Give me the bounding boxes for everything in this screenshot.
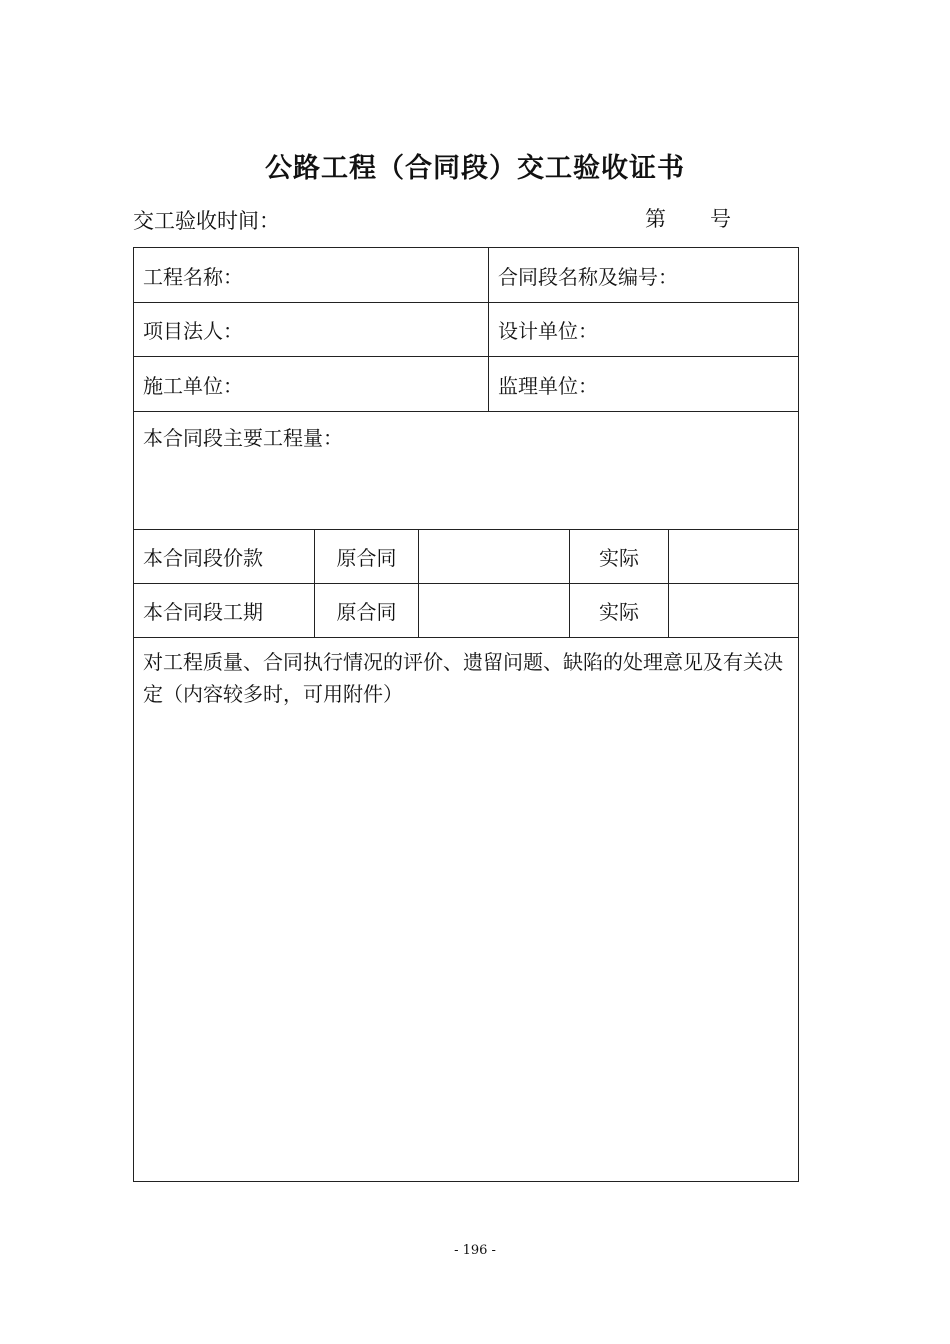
project-legal-person-field[interactable] (134, 303, 488, 356)
supervision-unit-label: 监理单位： (498, 373, 598, 398)
period-actual-value-field[interactable] (668, 584, 800, 637)
form-row-main-quantities (134, 412, 798, 530)
acceptance-form (133, 247, 799, 1182)
period-actual-label-cell (569, 584, 668, 637)
project-name-field[interactable] (134, 248, 488, 302)
supervision-unit-field[interactable] (488, 357, 800, 411)
page-title: 公路工程（合同段）交工验收证书 (265, 153, 685, 184)
number-suffix: 号 (710, 207, 731, 231)
form-row-period (134, 584, 798, 638)
acceptance-time-label: 交工验收时间： (133, 209, 280, 233)
certificate-number (645, 203, 731, 233)
period-original-label-cell (314, 584, 418, 637)
form-row-project (134, 248, 798, 303)
construction-unit-label: 施工单位： (143, 373, 243, 398)
price-label: 本合同段价款 (143, 546, 263, 570)
contract-section-name-label: 合同段名称及编号： (498, 264, 678, 289)
price-actual-label-cell (569, 530, 668, 583)
period-actual-label: 实际 (599, 600, 639, 624)
project-legal-person-label: 项目法人： (143, 319, 243, 343)
price-original-label-cell (314, 530, 418, 583)
design-unit-label: 设计单位： (498, 319, 598, 343)
number-prefix: 第 (645, 207, 666, 231)
design-unit-field[interactable] (488, 303, 800, 356)
price-original-value-field[interactable] (418, 530, 569, 583)
price-actual-label: 实际 (599, 546, 639, 570)
form-row-legal-design (134, 303, 798, 357)
form-row-price (134, 530, 798, 584)
period-label-cell (134, 584, 314, 637)
main-quantities-label: 本合同段主要工程量： (143, 426, 343, 450)
contract-section-name-field[interactable] (488, 248, 800, 302)
evaluation-field[interactable] (134, 638, 798, 710)
period-label: 本合同段工期 (143, 600, 263, 624)
price-label-cell (134, 530, 314, 583)
price-original-label: 原合同 (336, 546, 397, 570)
main-quantities-field[interactable] (134, 412, 800, 529)
price-actual-value-field[interactable] (668, 530, 800, 583)
page-number: - 196 - (454, 1243, 496, 1258)
evaluation-label: 对工程质量、合同执行情况的评价、遗留问题、缺陷的处理意见及有关决定（内容较多时，可用附件） (143, 650, 783, 706)
construction-unit-field[interactable] (134, 357, 488, 411)
period-original-label: 原合同 (336, 600, 397, 624)
form-row-evaluation (134, 638, 798, 1180)
form-row-construction-supervision (134, 357, 798, 412)
period-original-value-field[interactable] (418, 584, 569, 637)
project-name-label: 工程名称： (143, 264, 243, 289)
